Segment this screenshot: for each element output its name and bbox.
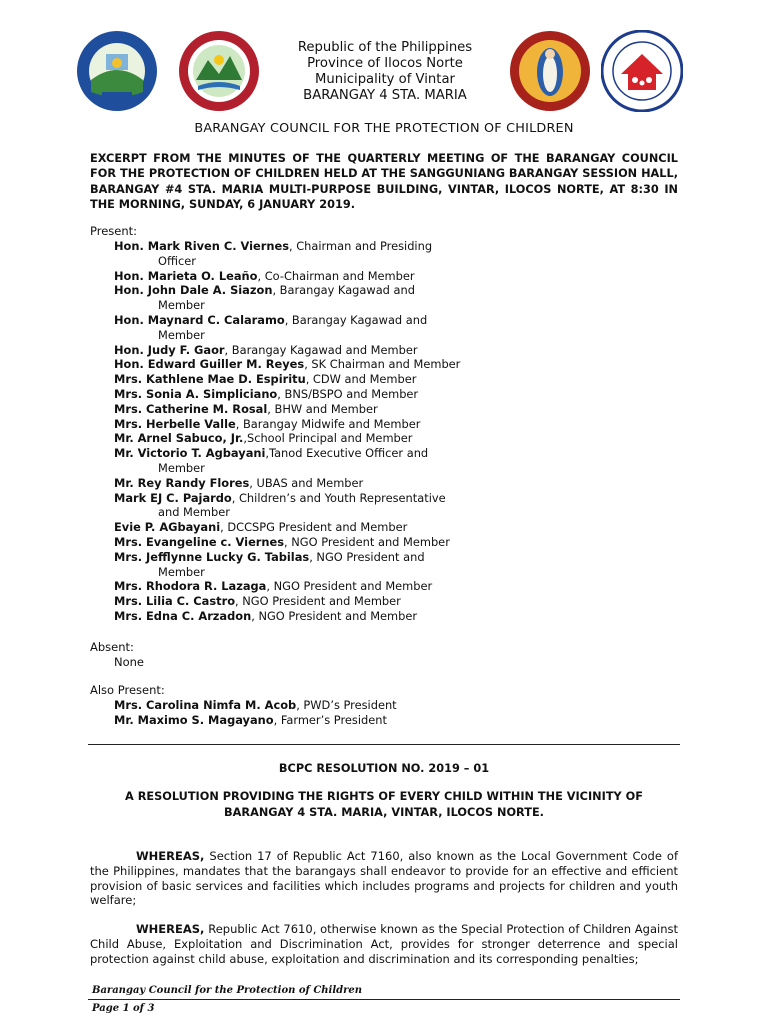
whereas-2-text: Republic Act 7610, otherwise known as the Special Protection of Children Against Child Abuse, Exploitation and Discrimination Act, provides for stronger deterrence and special protection against child abuse, exploitation and discrimination and its corresponding penalties; (90, 922, 678, 966)
whereas-paragraph-1 (90, 849, 678, 908)
attendee-name: Mrs. Edna C. Arzadon (114, 608, 252, 623)
attendee-role: , Barangay Midwife and Member (235, 416, 421, 431)
bcpc-seal-logo (601, 30, 683, 112)
attendee-role: , DCCSPG President and Member (220, 520, 408, 535)
attendee-name: Hon. Mark Riven C. Viernes (114, 239, 289, 253)
attendee-row (114, 535, 514, 550)
header-republic: Republic of the Philippines (297, 40, 473, 55)
attendee-row (114, 520, 514, 535)
attendee-name: Hon. John Dale A. Siazon (114, 283, 273, 298)
attendee-name: Mrs. Lilia C. Castro (114, 594, 236, 609)
present-attendees-list (114, 239, 514, 624)
attendee-name: Mrs. Jefflynne Lucky G. Tabilas (114, 549, 310, 564)
attendee-row (114, 387, 514, 402)
attendee-role-continuation: Officer (158, 253, 196, 268)
attendee-role: , SK Chairman and Member (304, 357, 461, 372)
whereas-paragraph-2 (90, 922, 678, 966)
attendee-name: Mrs. Carolina Nimfa M. Acob (114, 698, 297, 712)
attendee-row (114, 713, 514, 728)
council-title: BARANGAY COUNCIL FOR THE PROTECTION OF CHILDREN (194, 121, 574, 136)
attendee-role: , BNS/BSPO and Member (277, 386, 419, 401)
attendee-role-continuation: Member (158, 564, 205, 579)
resolution-title: A RESOLUTION PROVIDING THE RIGHTS OF EVERY CHILD WITHIN THE VICINITY OF BARANGAY 4 STA. MARIA, VINTAR, ILOCOS NORTE. (125, 790, 643, 819)
attendee-role: , NGO President and (309, 549, 425, 564)
attendee-row (114, 269, 514, 284)
attendee-name: Hon. Marieta O. Leaño (114, 268, 258, 283)
attendee-name: Mrs. Sonia A. Simpliciano (114, 386, 278, 401)
attendee-row (114, 402, 514, 417)
attendee-row (114, 579, 514, 594)
attendee-row (114, 446, 514, 461)
footer-council-title: Barangay Council for the Protection of Children (92, 985, 363, 996)
attendee-role-continuation: Member (158, 460, 205, 475)
minutes-excerpt-heading: EXCERPT FROM THE MINUTES OF THE QUARTERLY MEETING OF THE BARANGAY COUNCIL FOR THE PROTECTION OF CHILDREN HELD AT THE SANGGUNIANG BARANGAY SESSION HALL, BARANGAY #4 STA. MARIA MULTI-PURPOSE BUILDING, VINTAR, ILOCOS NORTE, AT 8:30 IN THE MORNING, SUNDAY, 6 JANUARY 2019. (90, 152, 678, 212)
attendee-row (114, 431, 514, 446)
attendee-role: , Chairman and Presiding (288, 239, 433, 253)
ilocos-norte-seal-logo (76, 30, 158, 112)
attendee-name: Mr. Rey Randy Flores (114, 475, 250, 490)
attendee-name: Mr. Arnel Sabuco, Jr. (114, 431, 244, 446)
attendee-role: , Barangay Kagawad and (272, 283, 415, 298)
attendee-name: Hon. Judy F. Gaor (114, 342, 225, 357)
header-barangay: BARANGAY 4 STA. MARIA (303, 88, 467, 103)
attendee-role: , Farmer’s President (273, 712, 387, 727)
attendee-row (114, 594, 514, 609)
header-province: Province of Ilocos Norte (307, 56, 463, 71)
resolution-number: BCPC RESOLUTION NO. 2019 – 01 (278, 762, 490, 775)
attendee-name: Mr. Maximo S. Magayano (114, 712, 274, 727)
attendee-row (114, 372, 514, 387)
attendee-role: , NGO President and Member (266, 579, 433, 594)
absent-label: Absent: (90, 640, 134, 654)
present-label: Present: (90, 224, 138, 238)
whereas-2-lead: WHEREAS, (136, 922, 205, 936)
attendee-role: , BHW and Member (267, 401, 378, 416)
attendee-role: , Co-Chairman and Member (257, 268, 415, 283)
absent-value: None (114, 655, 145, 669)
section-divider (88, 744, 680, 745)
attendee-role: , CDW and Member (305, 372, 417, 387)
attendee-role: ,School Principal and Member (243, 431, 413, 446)
attendee-name: Mrs. Catherine M. Rosal (114, 401, 268, 416)
whereas-1-text: Section 17 of Republic Act 7160, also known as the Local Government Code of the Philippines, mandates that the barangays shall endeavor to provide for an effective and efficient provision of basic services and facilities which includes programs and projects for children and youth welfare; (90, 849, 678, 908)
attendee-row (114, 491, 514, 506)
attendee-role-continuation: Member (158, 298, 205, 313)
attendee-name: Mrs. Herbelle Valle (114, 416, 236, 431)
header-municipality: Municipality of Vintar (315, 72, 455, 87)
attendee-row (114, 476, 514, 491)
attendee-role: , PWD’s President (296, 698, 397, 712)
attendee-role: , NGO President and Member (284, 534, 450, 549)
attendee-role-continuation: Member (158, 327, 205, 342)
document-header (250, 40, 520, 104)
attendee-row (114, 357, 514, 372)
attendee-row (114, 550, 514, 565)
attendee-name: Mrs. Evangeline c. Viernes (114, 534, 285, 549)
also-present-label: Also Present: (90, 683, 165, 697)
attendee-row (114, 313, 514, 328)
vintar-municipal-seal-logo (178, 30, 260, 112)
attendee-row (114, 283, 514, 298)
attendee-name: Evie P. AGbayani (114, 520, 221, 535)
footer-divider (88, 999, 680, 1000)
attendee-role: , Barangay Kagawad and (284, 312, 428, 327)
barangay-sta-maria-seal-logo (509, 30, 591, 112)
attendee-row (114, 698, 514, 713)
attendee-name: Hon. Maynard C. Calaramo (114, 312, 285, 327)
attendee-role: , UBAS and Member (249, 475, 364, 490)
attendee-role: , Barangay Kagawad and Member (224, 342, 418, 357)
attendee-role: , Children’s and Youth Representative (231, 490, 446, 505)
attendee-name: Hon. Edward Guiller M. Reyes (114, 357, 305, 372)
footer-page-number: Page 1 of 3 (92, 1003, 155, 1014)
attendee-role: , NGO President and Member (251, 608, 418, 623)
attendee-role-continuation: and Member (158, 505, 230, 520)
attendee-name: Mrs. Kathlene Mae D. Espiritu (114, 372, 306, 387)
attendee-name: Mr. Victorio T. Agbayani (114, 446, 266, 461)
whereas-1-lead: WHEREAS, (136, 849, 205, 863)
attendee-row (114, 417, 514, 432)
attendee-role: , NGO President and Member (235, 594, 401, 609)
attendee-row (114, 343, 514, 358)
attendee-row (114, 609, 514, 624)
attendee-name: Mark EJ C. Pajardo (114, 490, 232, 505)
also-present-list (114, 698, 514, 728)
attendee-role: ,Tanod Executive Officer and (265, 446, 429, 461)
attendee-row (114, 239, 514, 254)
attendee-name: Mrs. Rhodora R. Lazaga (114, 579, 267, 594)
